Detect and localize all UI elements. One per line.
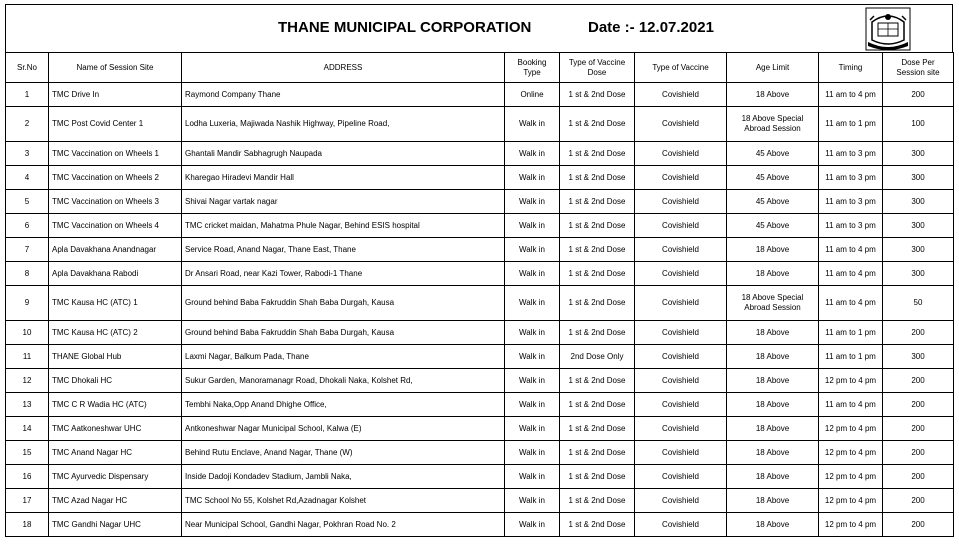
cell-session-site: TMC Anand Nagar HC xyxy=(49,441,182,465)
table-header-row xyxy=(6,53,954,83)
cell-dose-per-site: 300 xyxy=(883,262,954,286)
cell-session-site: TMC Vaccination on Wheels 1 xyxy=(49,142,182,166)
cell-timing: 12 pm to 4 pm xyxy=(819,441,883,465)
cell-address: Dr Ansari Road, near Kazi Tower, Rabodi-1 Thane xyxy=(182,262,505,286)
cell-vaccine-type: Covishield xyxy=(635,190,727,214)
cell-session-site: TMC Post Covid Center 1 xyxy=(49,107,182,142)
table-row xyxy=(6,238,954,262)
cell-address: Lodha Luxeria, Majiwada Nashik Highway, Pipeline Road, xyxy=(182,107,505,142)
cell-age-limit: 18 Above xyxy=(727,83,819,107)
cell-booking-type: Online xyxy=(505,83,560,107)
cell-timing: 11 am to 3 pm xyxy=(819,166,883,190)
cell-session-site: TMC Vaccination on Wheels 2 xyxy=(49,166,182,190)
cell-dose-per-site: 300 xyxy=(883,142,954,166)
corporation-emblem-icon xyxy=(864,6,912,52)
cell-booking-type: Walk in xyxy=(505,190,560,214)
cell-dose-per-site: 300 xyxy=(883,214,954,238)
cell-address: Tembhi Naka,Opp Anand Dhighe Office, xyxy=(182,393,505,417)
cell-session-site: TMC Dhokali HC xyxy=(49,369,182,393)
cell-booking-type: Walk in xyxy=(505,142,560,166)
cell-vaccine-type: Covishield xyxy=(635,262,727,286)
cell-session-site: TMC Gandhi Nagar UHC xyxy=(49,513,182,537)
cell-vaccine-type: Covishield xyxy=(635,465,727,489)
cell-session-site: TMC Vaccination on Wheels 4 xyxy=(49,214,182,238)
cell-vaccine-type: Covishield xyxy=(635,286,727,321)
table-row xyxy=(6,465,954,489)
cell-age-limit: 18 Above Special Abroad Session xyxy=(727,107,819,142)
cell-vaccine-type: Covishield xyxy=(635,142,727,166)
cell-vaccine-dose: 1 st & 2nd Dose xyxy=(560,83,635,107)
cell-age-limit: 45 Above xyxy=(727,190,819,214)
cell-vaccine-type: Covishield xyxy=(635,417,727,441)
cell-address: Raymond Company Thane xyxy=(182,83,505,107)
table-row xyxy=(6,417,954,441)
cell-booking-type: Walk in xyxy=(505,465,560,489)
table-row xyxy=(6,321,954,345)
cell-age-limit: 18 Above xyxy=(727,465,819,489)
cell-age-limit: 45 Above xyxy=(727,142,819,166)
cell-address: Ground behind Baba Fakruddin Shah Baba Durgah, Kausa xyxy=(182,286,505,321)
cell-age-limit: 18 Above xyxy=(727,238,819,262)
cell-vaccine-type: Covishield xyxy=(635,345,727,369)
cell-vaccine-dose: 1 st & 2nd Dose xyxy=(560,142,635,166)
cell-booking-type: Walk in xyxy=(505,345,560,369)
cell-sr-no: 7 xyxy=(6,238,49,262)
table-row xyxy=(6,513,954,537)
cell-sr-no: 9 xyxy=(6,286,49,321)
cell-timing: 11 am to 1 pm xyxy=(819,321,883,345)
cell-dose-per-site: 200 xyxy=(883,513,954,537)
cell-dose-per-site: 200 xyxy=(883,441,954,465)
cell-session-site: THANE Global Hub xyxy=(49,345,182,369)
cell-address: Service Road, Anand Nagar, Thane East, Thane xyxy=(182,238,505,262)
column-header-address: ADDRESS xyxy=(182,53,505,83)
cell-vaccine-type: Covishield xyxy=(635,393,727,417)
cell-vaccine-dose: 1 st & 2nd Dose xyxy=(560,190,635,214)
cell-sr-no: 1 xyxy=(6,83,49,107)
table-row xyxy=(6,393,954,417)
cell-vaccine-dose: 1 st & 2nd Dose xyxy=(560,465,635,489)
column-header-timing: Timing xyxy=(819,53,883,83)
cell-booking-type: Walk in xyxy=(505,262,560,286)
cell-dose-per-site: 200 xyxy=(883,465,954,489)
cell-dose-per-site: 100 xyxy=(883,107,954,142)
cell-vaccine-dose: 1 st & 2nd Dose xyxy=(560,107,635,142)
cell-sr-no: 13 xyxy=(6,393,49,417)
cell-age-limit: 45 Above xyxy=(727,166,819,190)
session-sites-table xyxy=(5,52,954,537)
cell-timing: 12 pm to 4 pm xyxy=(819,489,883,513)
cell-sr-no: 8 xyxy=(6,262,49,286)
document-header xyxy=(5,4,953,52)
table-row xyxy=(6,142,954,166)
cell-session-site: TMC Kausa HC (ATC) 2 xyxy=(49,321,182,345)
table-row xyxy=(6,214,954,238)
cell-sr-no: 3 xyxy=(6,142,49,166)
column-header-age-limit: Age Limit xyxy=(727,53,819,83)
cell-vaccine-dose: 1 st & 2nd Dose xyxy=(560,286,635,321)
table-row xyxy=(6,441,954,465)
cell-sr-no: 5 xyxy=(6,190,49,214)
cell-timing: 11 am to 1 pm xyxy=(819,107,883,142)
cell-booking-type: Walk in xyxy=(505,321,560,345)
cell-sr-no: 6 xyxy=(6,214,49,238)
table-row xyxy=(6,345,954,369)
cell-booking-type: Walk in xyxy=(505,214,560,238)
cell-timing: 12 pm to 4 pm xyxy=(819,417,883,441)
cell-session-site: Apla Davakhana Anandnagar xyxy=(49,238,182,262)
cell-timing: 12 pm to 4 pm xyxy=(819,465,883,489)
cell-age-limit: 18 Above xyxy=(727,369,819,393)
cell-booking-type: Walk in xyxy=(505,107,560,142)
cell-vaccine-type: Covishield xyxy=(635,489,727,513)
cell-vaccine-type: Covishield xyxy=(635,441,727,465)
cell-dose-per-site: 200 xyxy=(883,321,954,345)
cell-sr-no: 11 xyxy=(6,345,49,369)
column-header-vaccine-dose: Type of Vaccine Dose xyxy=(560,53,635,83)
cell-vaccine-dose: 1 st & 2nd Dose xyxy=(560,166,635,190)
cell-session-site: TMC Azad Nagar HC xyxy=(49,489,182,513)
cell-address: Ghantali Mandir Sabhagrugh Naupada xyxy=(182,142,505,166)
table-body xyxy=(6,83,954,537)
cell-vaccine-type: Covishield xyxy=(635,107,727,142)
cell-dose-per-site: 300 xyxy=(883,190,954,214)
cell-age-limit: 18 Above xyxy=(727,262,819,286)
cell-vaccine-dose: 1 st & 2nd Dose xyxy=(560,393,635,417)
cell-age-limit: 18 Above xyxy=(727,441,819,465)
cell-timing: 12 pm to 4 pm xyxy=(819,513,883,537)
cell-sr-no: 16 xyxy=(6,465,49,489)
cell-dose-per-site: 300 xyxy=(883,238,954,262)
cell-address: Kharegao Hiradevi Mandir Hall xyxy=(182,166,505,190)
cell-vaccine-dose: 1 st & 2nd Dose xyxy=(560,238,635,262)
cell-booking-type: Walk in xyxy=(505,417,560,441)
cell-sr-no: 10 xyxy=(6,321,49,345)
cell-timing: 11 am to 4 pm xyxy=(819,393,883,417)
cell-dose-per-site: 200 xyxy=(883,369,954,393)
cell-booking-type: Walk in xyxy=(505,393,560,417)
cell-session-site: TMC Vaccination on Wheels 3 xyxy=(49,190,182,214)
document-title: THANE MUNICIPAL CORPORATION xyxy=(278,19,532,36)
cell-timing: 11 am to 3 pm xyxy=(819,142,883,166)
cell-timing: 11 am to 4 pm xyxy=(819,262,883,286)
cell-vaccine-dose: 1 st & 2nd Dose xyxy=(560,417,635,441)
cell-session-site: TMC Drive In xyxy=(49,83,182,107)
cell-dose-per-site: 200 xyxy=(883,393,954,417)
vaccination-schedule-sheet xyxy=(5,4,953,546)
table-row xyxy=(6,166,954,190)
cell-timing: 11 am to 4 pm xyxy=(819,286,883,321)
cell-booking-type: Walk in xyxy=(505,286,560,321)
cell-booking-type: Walk in xyxy=(505,441,560,465)
cell-session-site: TMC Ayurvedic Dispensary xyxy=(49,465,182,489)
cell-booking-type: Walk in xyxy=(505,238,560,262)
cell-sr-no: 17 xyxy=(6,489,49,513)
cell-sr-no: 18 xyxy=(6,513,49,537)
cell-dose-per-site: 200 xyxy=(883,83,954,107)
table-row xyxy=(6,489,954,513)
cell-vaccine-type: Covishield xyxy=(635,321,727,345)
cell-session-site: Apla Davakhana Rabodi xyxy=(49,262,182,286)
table-row xyxy=(6,262,954,286)
cell-vaccine-dose: 1 st & 2nd Dose xyxy=(560,214,635,238)
cell-vaccine-type: Covishield xyxy=(635,513,727,537)
document-date: Date :- 12.07.2021 xyxy=(588,19,714,36)
cell-booking-type: Walk in xyxy=(505,369,560,393)
cell-address: Near Municipal School, Gandhi Nagar, Pokhran Road No. 2 xyxy=(182,513,505,537)
cell-vaccine-type: Covishield xyxy=(635,369,727,393)
table-row xyxy=(6,286,954,321)
cell-address: Behind Rutu Enclave, Anand Nagar, Thane (W) xyxy=(182,441,505,465)
cell-vaccine-type: Covishield xyxy=(635,166,727,190)
cell-timing: 11 am to 4 pm xyxy=(819,83,883,107)
cell-age-limit: 45 Above xyxy=(727,214,819,238)
cell-address: Sukur Garden, Manoramanagr Road, Dhokali Naka, Kolshet Rd, xyxy=(182,369,505,393)
cell-timing: 11 am to 3 pm xyxy=(819,214,883,238)
cell-vaccine-type: Covishield xyxy=(635,83,727,107)
cell-vaccine-dose: 1 st & 2nd Dose xyxy=(560,369,635,393)
cell-sr-no: 4 xyxy=(6,166,49,190)
cell-age-limit: 18 Above xyxy=(727,513,819,537)
cell-vaccine-type: Covishield xyxy=(635,238,727,262)
cell-session-site: TMC Kausa HC (ATC) 1 xyxy=(49,286,182,321)
cell-timing: 11 am to 3 pm xyxy=(819,190,883,214)
cell-session-site: TMC C R Wadia HC (ATC) xyxy=(49,393,182,417)
cell-age-limit: 18 Above xyxy=(727,345,819,369)
cell-vaccine-dose: 2nd Dose Only xyxy=(560,345,635,369)
cell-address: Ground behind Baba Fakruddin Shah Baba Durgah, Kausa xyxy=(182,321,505,345)
cell-sr-no: 14 xyxy=(6,417,49,441)
cell-dose-per-site: 300 xyxy=(883,166,954,190)
cell-dose-per-site: 200 xyxy=(883,417,954,441)
table-row xyxy=(6,190,954,214)
cell-dose-per-site: 300 xyxy=(883,345,954,369)
cell-address: Antkoneshwar Nagar Municipal School, Kalwa (E) xyxy=(182,417,505,441)
cell-vaccine-dose: 1 st & 2nd Dose xyxy=(560,262,635,286)
cell-age-limit: 18 Above xyxy=(727,321,819,345)
cell-vaccine-dose: 1 st & 2nd Dose xyxy=(560,513,635,537)
cell-timing: 11 am to 4 pm xyxy=(819,238,883,262)
cell-address: Inside Dadoji Kondadev Stadium, Jambli Naka, xyxy=(182,465,505,489)
cell-sr-no: 2 xyxy=(6,107,49,142)
cell-booking-type: Walk in xyxy=(505,489,560,513)
cell-booking-type: Walk in xyxy=(505,513,560,537)
cell-address: TMC School No 55, Kolshet Rd,Azadnagar Kolshet xyxy=(182,489,505,513)
cell-age-limit: 18 Above xyxy=(727,417,819,441)
cell-session-site: TMC Aatkoneshwar UHC xyxy=(49,417,182,441)
column-header-vaccine-type: Type of Vaccine xyxy=(635,53,727,83)
cell-address: Shivai Nagar vartak nagar xyxy=(182,190,505,214)
cell-timing: 11 am to 1 pm xyxy=(819,345,883,369)
column-header-dose-per-site: Dose Per Session site xyxy=(883,53,954,83)
cell-address: Laxmi Nagar, Balkum Pada, Thane xyxy=(182,345,505,369)
cell-age-limit: 18 Above xyxy=(727,489,819,513)
column-header-sr-no: Sr.No xyxy=(6,53,49,83)
cell-sr-no: 15 xyxy=(6,441,49,465)
table-row xyxy=(6,369,954,393)
cell-age-limit: 18 Above Special Abroad Session xyxy=(727,286,819,321)
cell-vaccine-dose: 1 st & 2nd Dose xyxy=(560,441,635,465)
cell-dose-per-site: 200 xyxy=(883,489,954,513)
cell-dose-per-site: 50 xyxy=(883,286,954,321)
table-row xyxy=(6,83,954,107)
table-row xyxy=(6,107,954,142)
column-header-session-site: Name of Session Site xyxy=(49,53,182,83)
cell-booking-type: Walk in xyxy=(505,166,560,190)
cell-vaccine-dose: 1 st & 2nd Dose xyxy=(560,321,635,345)
cell-age-limit: 18 Above xyxy=(727,393,819,417)
cell-vaccine-type: Covishield xyxy=(635,214,727,238)
cell-address: TMC cricket maidan, Mahatma Phule Nagar, Behind ESIS hospital xyxy=(182,214,505,238)
cell-vaccine-dose: 1 st & 2nd Dose xyxy=(560,489,635,513)
column-header-booking-type: Booking Type xyxy=(505,53,560,83)
cell-timing: 12 pm to 4 pm xyxy=(819,369,883,393)
cell-sr-no: 12 xyxy=(6,369,49,393)
